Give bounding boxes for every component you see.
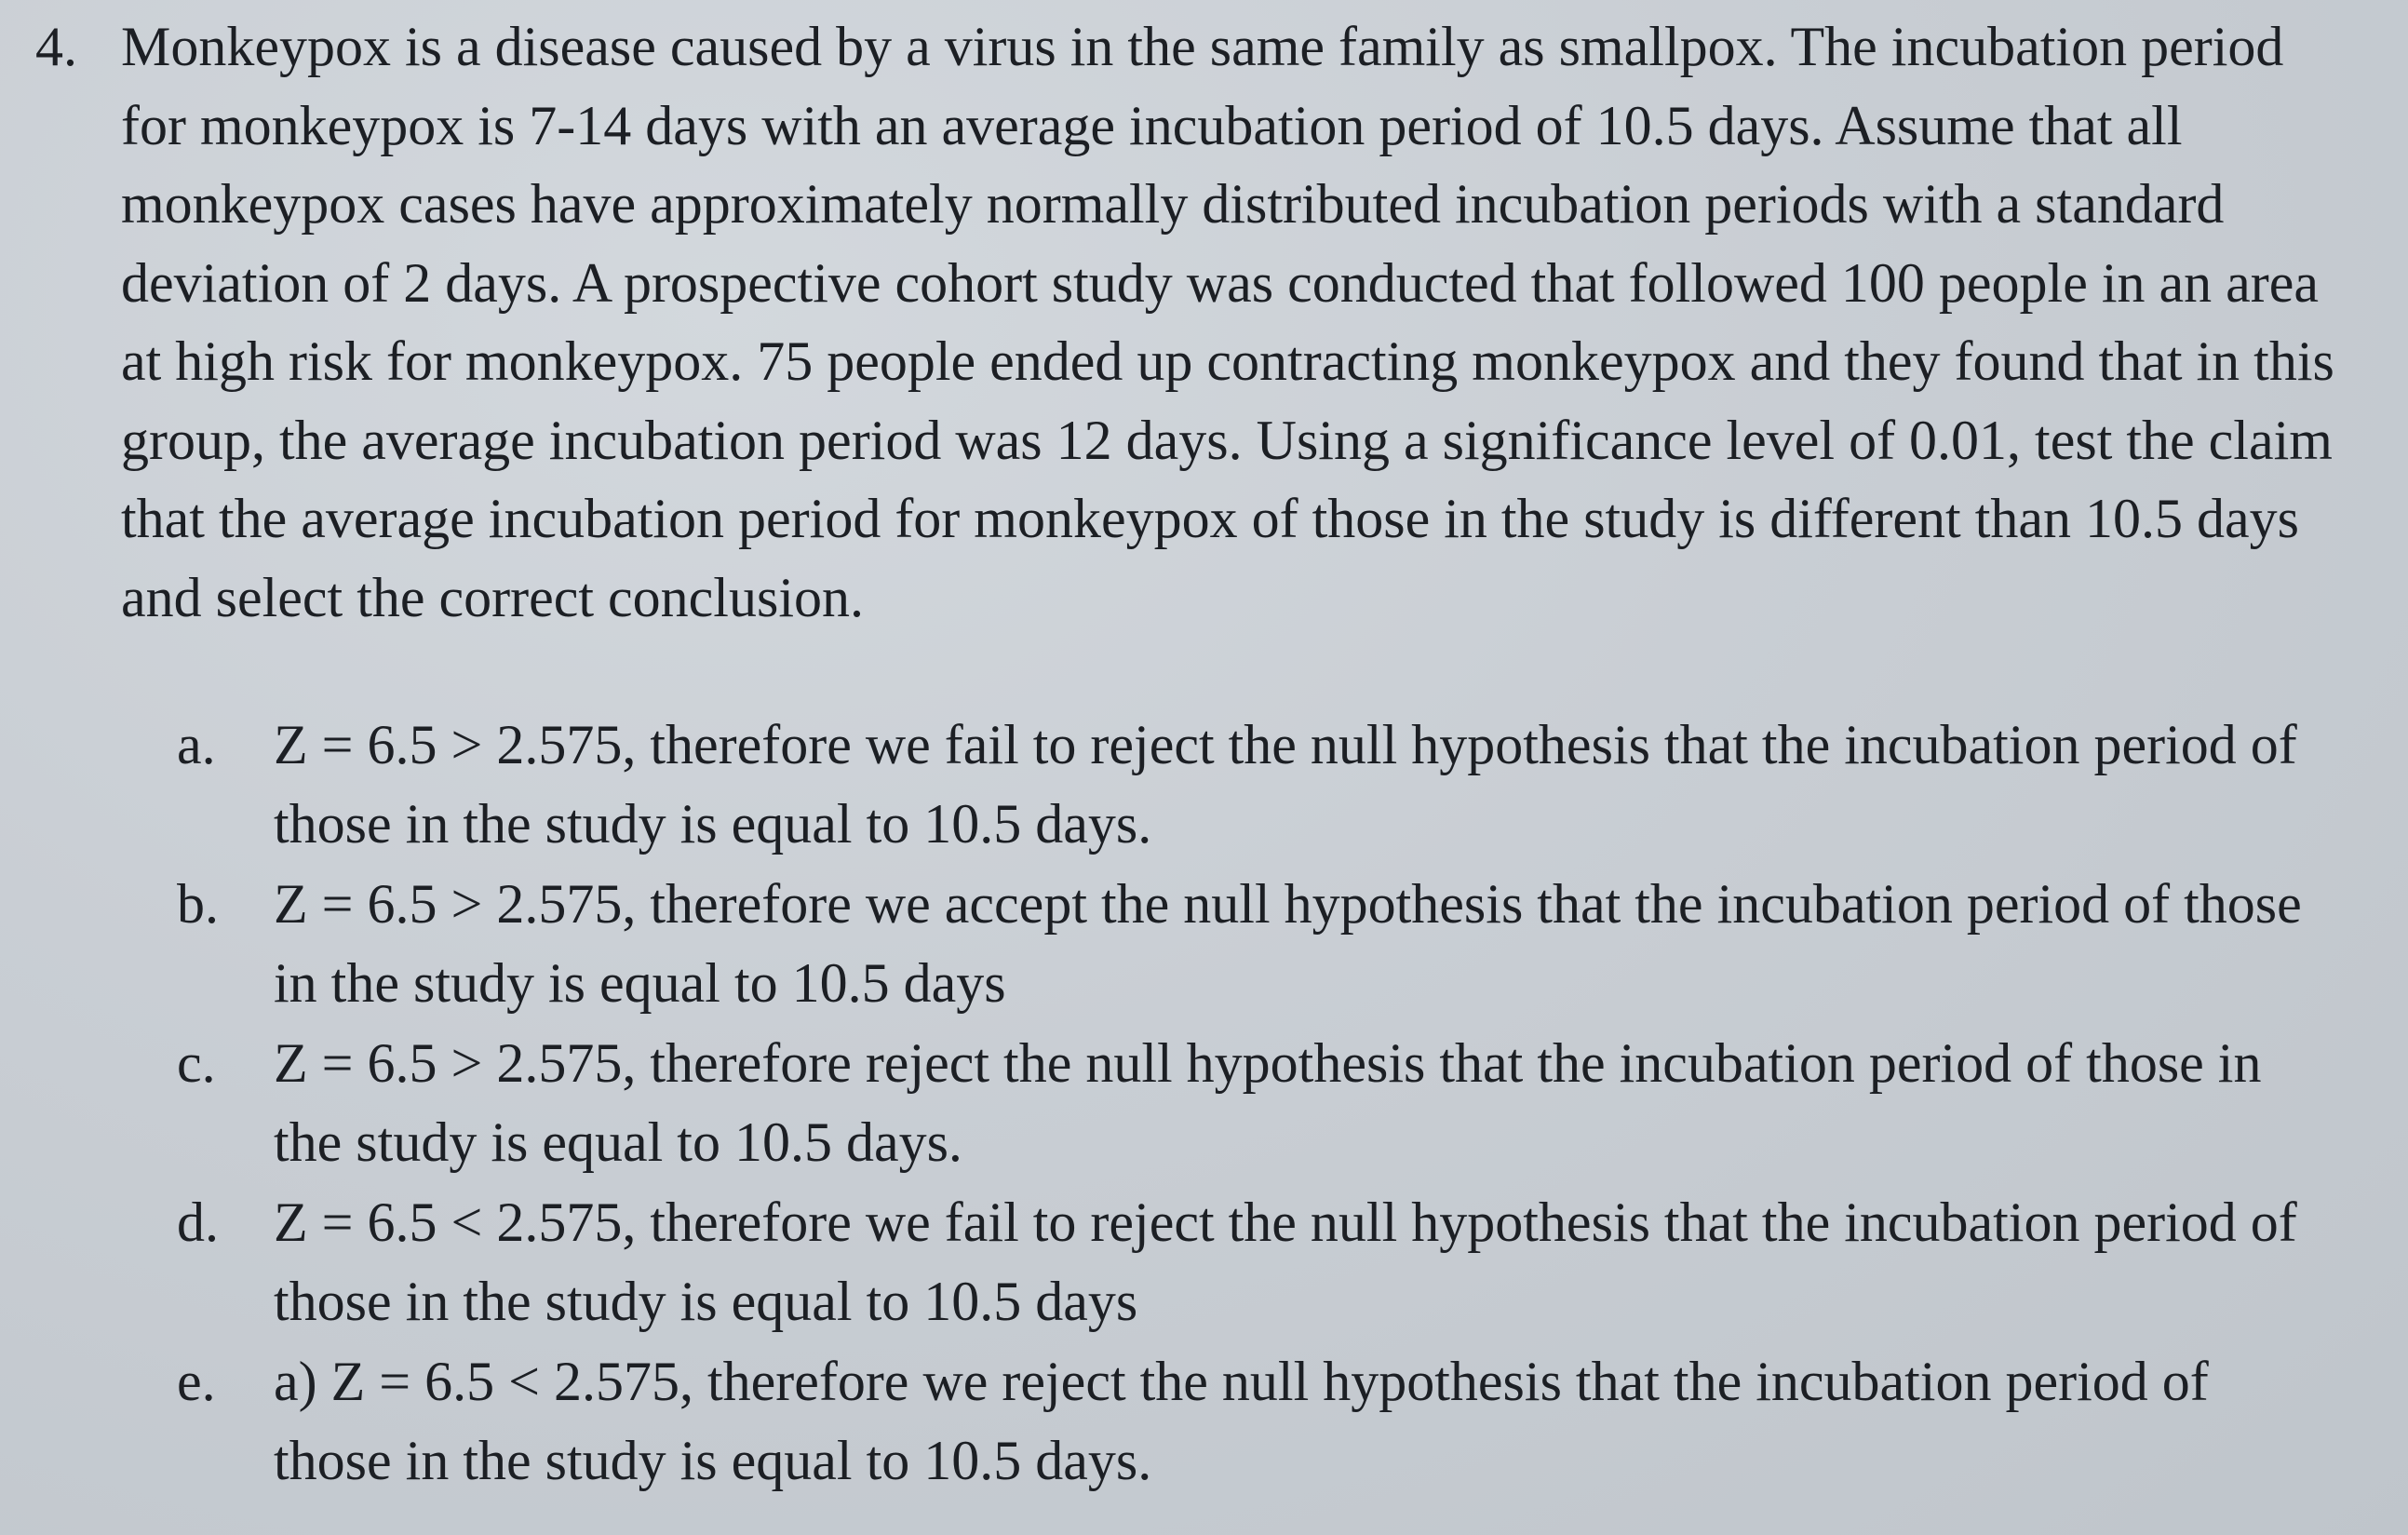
question-number: 4. (35, 16, 77, 77)
option-text: Z = 6.5 > 2.575, therefore we fail to reject the null hypothesis that the incubation period of those in the study is equal to 10.5 days. (274, 714, 2297, 855)
option-c[interactable] (177, 1024, 2318, 1183)
option-letter: e. (177, 1351, 216, 1412)
option-e[interactable] (177, 1342, 2318, 1501)
option-letter: b. (177, 873, 219, 935)
option-letter: c. (177, 1032, 216, 1094)
option-text: a) Z = 6.5 < 2.575, therefore we reject the null hypothesis that the incubation period of those in the study is equal to 10.5 days. (274, 1351, 2209, 1491)
option-d[interactable] (177, 1183, 2318, 1342)
option-text: Z = 6.5 < 2.575, therefore we fail to reject the null hypothesis that the incubation period of those in the study is equal to 10.5 days (274, 1192, 2297, 1332)
option-a[interactable] (177, 706, 2318, 865)
answer-options (177, 706, 2318, 1501)
option-text: Z = 6.5 > 2.575, therefore reject the null hypothesis that the incubation period of those in the study is equal to 10.5 days. (274, 1032, 2262, 1173)
option-b[interactable] (177, 865, 2318, 1024)
question-text: Monkeypox is a disease caused by a virus in the same family as smallpox. The incubation period for monkeypox is 7-14 days with an average incubation period of 10.5 days. Assume that all monkeypox cases have approximately normally distributed incubation periods with a standard deviation of 2 days. A prospective cohort study was conducted that followed 100 people in an area at high risk for monkeypox. 75 people ended up contracting monkeypox and they found that in this group, the average incubation period was 12 days. Using a significance level of 0.01, test the claim that the average incubation period for monkeypox of those in the study is different than 10.5 days and select the correct conclusion. (121, 16, 2334, 628)
option-letter: a. (177, 714, 216, 775)
option-text: Z = 6.5 > 2.575, therefore we accept the null hypothesis that the incubation period of those in the study is equal to 10.5 days (274, 873, 2302, 1014)
option-letter: d. (177, 1192, 219, 1253)
